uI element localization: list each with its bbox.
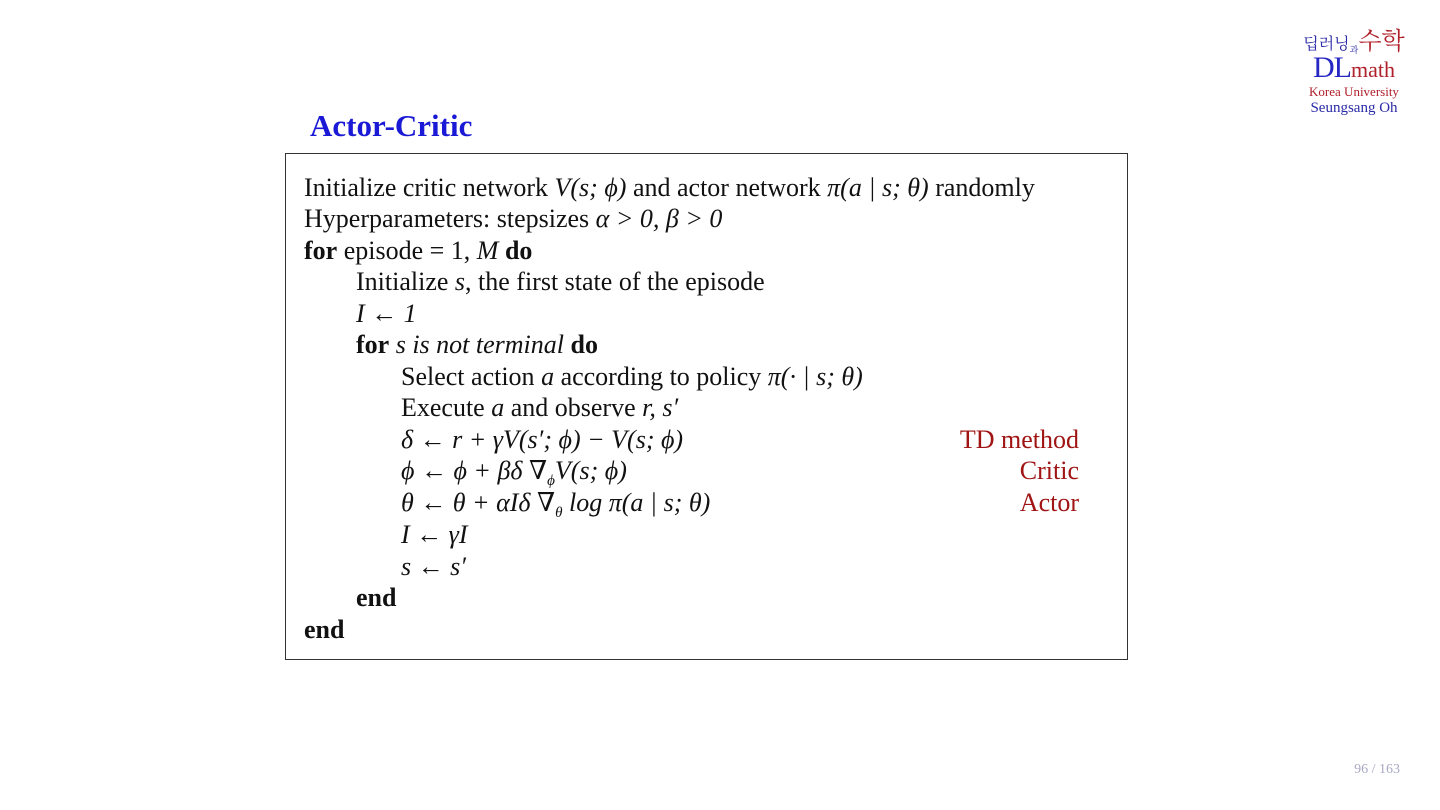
math-M: M xyxy=(476,236,499,265)
logo-korean-large: 수학 xyxy=(1358,29,1405,55)
algo-text: Select action xyxy=(401,362,542,391)
logo-korean-small: 딥러닝 xyxy=(1303,36,1350,53)
update-suffix: log π(a | s; θ) xyxy=(562,488,711,517)
logo-dl: DL xyxy=(1313,51,1351,84)
logo-author: Seungsang Oh xyxy=(1310,100,1398,116)
policy-expr: π(· | s; θ) xyxy=(767,362,863,391)
algo-line-end-inner: end xyxy=(356,583,397,612)
algo-line-update-s: s ← s′ xyxy=(401,552,466,581)
algo-line-td-error: δ ← r + γV(s′; ϕ) − V(s; ϕ) xyxy=(401,425,684,454)
update-suffix: V(s; ϕ) xyxy=(554,456,627,485)
note-td-method: TD method xyxy=(959,425,1079,454)
stepsize-expr: α > 0, β > 0 xyxy=(595,204,723,233)
keyword-for: for xyxy=(304,236,338,265)
gradient-subscript: ϕ xyxy=(547,473,555,490)
dlmath-logo xyxy=(1300,30,1408,116)
algo-line-initialize-networks xyxy=(304,172,1035,204)
page-number: 96 / 163 xyxy=(1354,762,1400,777)
algo-line-end-outer: end xyxy=(304,615,345,644)
algo-text: , the first state of the episode xyxy=(465,267,765,296)
algo-line-for-episode xyxy=(304,235,532,267)
critic-network-expr: V(s; ϕ) xyxy=(554,173,627,202)
logo-wordmark xyxy=(1300,53,1408,83)
algo-text: and observe xyxy=(504,393,643,422)
gradient-subscript: θ xyxy=(555,505,563,522)
keyword-for: for xyxy=(356,330,390,359)
algo-text: Hyperparameters: stepsizes xyxy=(304,204,596,233)
algo-text: episode = 1, xyxy=(337,236,477,265)
actor-network-expr: π(a | s; θ) xyxy=(827,173,929,202)
algo-line-select-action xyxy=(401,361,863,393)
algo-text: randomly xyxy=(928,173,1035,202)
update-prefix: ϕ ← ϕ + βδ ∇ xyxy=(401,456,548,485)
math-a: a xyxy=(541,362,555,391)
algo-line-init-I: I ← 1 xyxy=(356,299,417,328)
loop-condition: s is not terminal xyxy=(389,330,564,359)
algo-line-for-nonterminal xyxy=(356,329,598,361)
algo-text: Initialize critic network xyxy=(304,173,555,202)
observation-expr: r, s′ xyxy=(642,393,679,422)
math-s: s xyxy=(454,267,466,296)
algo-line-hyperparameters xyxy=(304,203,722,235)
algo-line-update-I: I ← γI xyxy=(401,520,468,549)
math-a: a xyxy=(491,393,505,422)
algorithm-box xyxy=(285,153,1128,660)
algo-text: Initialize xyxy=(356,267,455,296)
algo-text: according to policy xyxy=(554,362,768,391)
note-actor: Actor xyxy=(1019,488,1079,517)
slide-title: Actor-Critic xyxy=(310,108,473,143)
note-critic: Critic xyxy=(1019,456,1079,485)
algo-line-initialize-state xyxy=(356,266,765,298)
logo-university: Korea University xyxy=(1309,84,1399,99)
logo-math: math xyxy=(1351,57,1395,82)
algo-text: Execute xyxy=(401,393,492,422)
update-prefix: θ ← θ + αIδ ∇ xyxy=(401,488,556,517)
keyword-do: do xyxy=(498,236,533,265)
algo-line-execute xyxy=(401,392,678,424)
algo-text: and actor network xyxy=(626,173,828,202)
keyword-do: do xyxy=(564,330,598,359)
logo-korean-connector: 과 xyxy=(1349,45,1359,55)
